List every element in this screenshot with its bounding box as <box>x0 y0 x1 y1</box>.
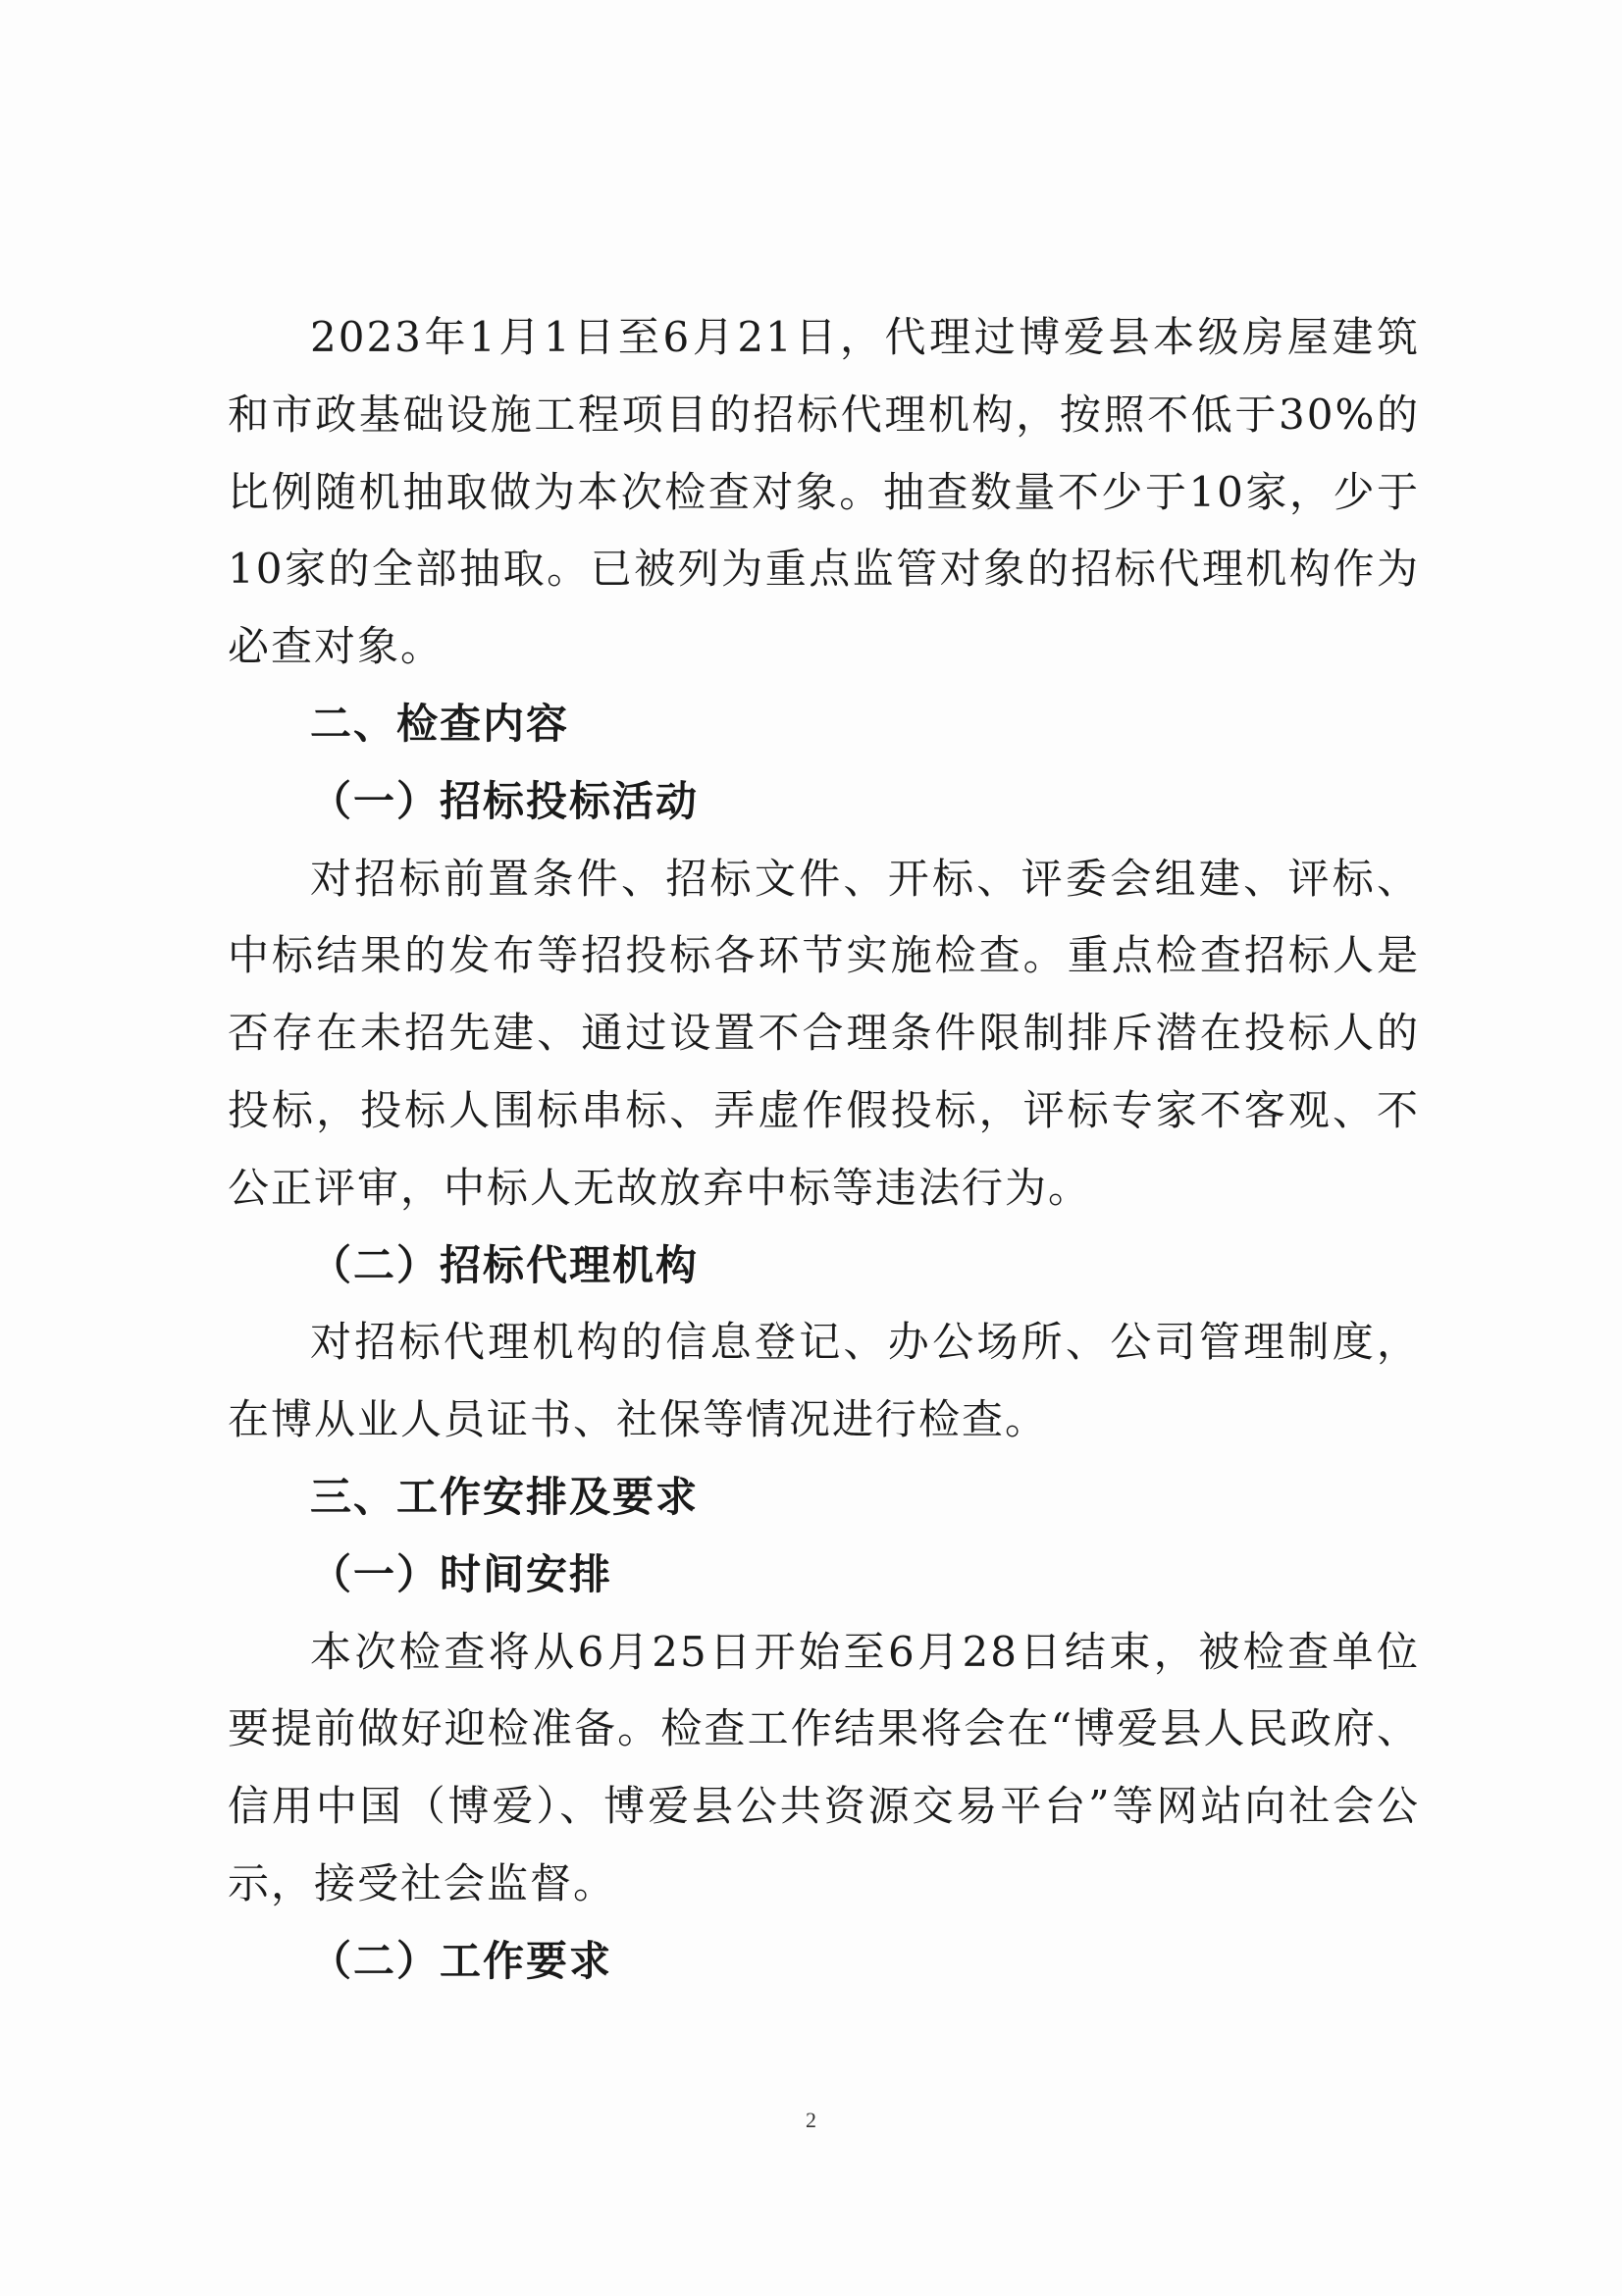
paragraph-inspection-scope: 2023年1月1日至6月21日，代理过博爱县本级房屋建筑和市政基础设施工程项目的招标代理机构，按照不低于30%的比例随机抽取做为本次检查对象。抽查数量不少于10家，少于10家的全部抽取。已被列为重点监管对象的招标代理机构作为必查对象。 <box>228 313 1420 671</box>
page-number: 2 <box>806 2108 816 2132</box>
paragraph-agency: 对招标代理机构的信息登记、办公场所、公司管理制度，在博从业人员证书、社保等情况进行检查。 <box>228 1318 1420 1444</box>
paragraph-bidding-activities: 对招标前置条件、招标文件、开标、评委会组建、评标、中标结果的发布等招投标各环节实施检查。重点检查招标人是否存在未招先建、通过设置不合理条件限制排斥潜在投标人的投标，投标人围标串标、弄虚作假投标，评标专家不客观、不公正评审，中标人无故放弃中标等违法行为。 <box>228 854 1420 1212</box>
subsection-heading-work-requirements: （二）工作要求 <box>310 1936 613 1985</box>
paragraph-schedule: 本次检查将从6月25日开始至6月28日结束，被检查单位要提前做好迎检准备。检查工作结果将会在“博爱县人民政府、信用中国（博爱）、博爱县公共资源交易平台”等网站向社会公示，接受社会监督。 <box>228 1627 1420 1907</box>
subsection-heading-schedule: （一）时间安排 <box>310 1549 613 1598</box>
document-body <box>228 299 1420 2001</box>
section-heading-work-arrangement: 三、工作安排及要求 <box>310 1472 700 1521</box>
subsection-heading-agency: （二）招标代理机构 <box>310 1240 700 1289</box>
section-heading-inspection-content: 二、检查内容 <box>310 699 570 748</box>
subsection-heading-bidding-activities: （一）招标投标活动 <box>310 776 700 825</box>
